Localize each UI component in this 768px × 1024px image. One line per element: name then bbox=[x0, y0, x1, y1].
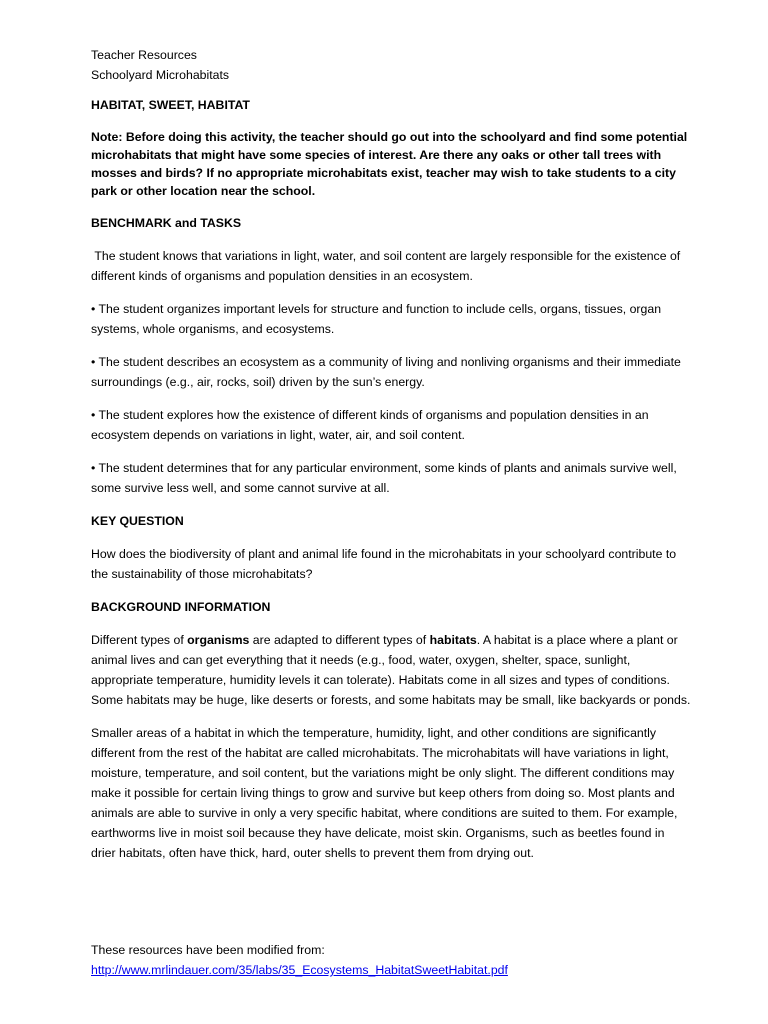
header-line-1: Teacher Resources bbox=[91, 48, 197, 62]
key-question-heading: KEY QUESTION bbox=[91, 514, 184, 528]
benchmark-intro: The student knows that variations in light, water, and soil content are largely responsible for the existence of different kinds of organisms and population densities in an ecosystem. bbox=[91, 249, 684, 283]
benchmark-item: • The student determines that for any particular environment, some kinds of plants and animals survive well, some survive less well, and some cannot survive at all. bbox=[91, 461, 677, 495]
document-body bbox=[91, 45, 691, 863]
footer bbox=[91, 940, 711, 980]
header-line-2: Schoolyard Microhabitats bbox=[91, 68, 230, 82]
key-question-text: How does the biodiversity of plant and animal life found in the microhabitats in your schoolyard contribute to the sustainability of those microhabitats? bbox=[91, 547, 677, 581]
background-paragraph-1 bbox=[91, 630, 691, 710]
source-link[interactable]: http://www.mrlindauer.com/35/labs/35_Ecosystems_HabitatSweetHabitat.pdf bbox=[91, 963, 508, 977]
benchmark-item: • The student describes an ecosystem as a community of living and nonliving organisms and their immediate surroundings (e.g., air, rocks, soil) driven by the sun’s energy. bbox=[91, 355, 681, 389]
benchmark-item: • The student organizes important levels for structure and function to include cells, organs, tissues, organ systems, whole organisms, and ecosystems. bbox=[91, 302, 662, 336]
background-heading: BACKGROUND INFORMATION bbox=[91, 600, 271, 614]
benchmark-item: • The student explores how the existence of different kinds of organisms and population densities in an ecosystem depends on variations in light, water, air, and soil content. bbox=[91, 408, 649, 442]
background-text: . A habitat is a place where a plant or animal lives and can get everything that it needs (e.g., food, water, oxygen, shelter, space, sunlight, appropriate temperature, humidity levels it can tolerate). Habitats come in all sizes and types of conditions. Some habitats may be huge, like deserts or forests, and some habitats may be small, like backyards or ponds. bbox=[91, 633, 691, 707]
page-title: HABITAT, SWEET, HABITAT bbox=[91, 98, 250, 112]
background-text: Different types of bbox=[91, 633, 188, 647]
background-text: are adapted to different types of bbox=[249, 633, 430, 647]
benchmark-heading: BENCHMARK and TASKS bbox=[91, 216, 242, 230]
background-paragraph-2: Smaller areas of a habitat in which the temperature, humidity, light, and other conditions are significantly different from the rest of the habitat are called microhabitats. The microhabitats will have variations in light, moisture, temperature, and soil content, but the variations might be only slight. The different conditions may make it possible for certain living things to grow and survive but keep others from doing so. Most plants and animals are able to survive in only a very specific habitat, where conditions are suited to them. For example, earthworms live in moist soil because they have delicate, moist skin. Organisms, such as beetles found in drier habitats, often have thick, hard, outer shells to prevent them from drying out. bbox=[91, 726, 678, 860]
term-organisms: organisms bbox=[187, 633, 250, 647]
teacher-note: Note: Before doing this activity, the teacher should go out into the schoolyard and find some potential microhabitats that might have some species of interest. Are there any oaks or other tall trees with mosses and birds? If no appropriate microhabitats exist, teacher may wish to take students to a city park or other location near the school. bbox=[91, 130, 688, 198]
footer-text: These resources have been modified from: bbox=[91, 943, 325, 957]
term-habitats: habitats bbox=[429, 633, 477, 647]
